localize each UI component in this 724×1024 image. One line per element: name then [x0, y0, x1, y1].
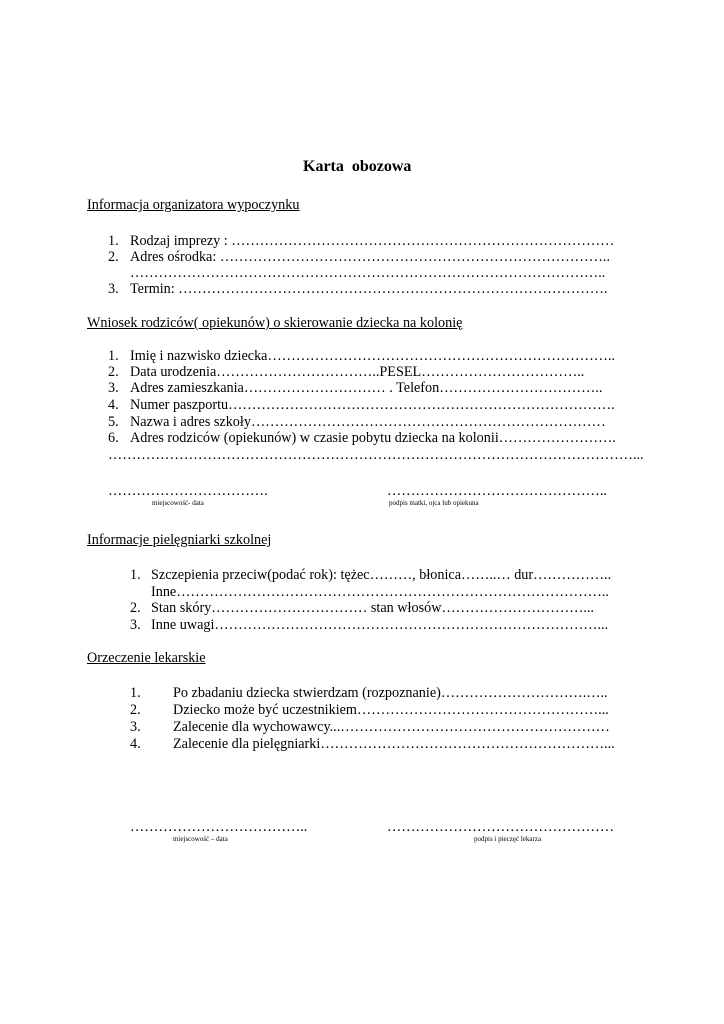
field-center-address-cont: ………………………………………………………………………………………..: [130, 265, 606, 281]
field-other-remarks: Inne uwagi………………………………………………………………………...: [151, 617, 609, 633]
field-diagnosis: Po zbadaniu dziecka stwierdzam (rozpoznanie)………………………….…..: [173, 685, 608, 701]
list-item-number: 2.: [130, 600, 141, 616]
field-skin-hair: Stan skóry…………………………… stan włosów…………………………...: [151, 600, 594, 616]
list-item-number: 5.: [108, 414, 119, 430]
list-item-number: 3.: [130, 719, 141, 735]
signature-label-place-date-doctor: miejscowość – data: [173, 835, 228, 843]
field-school: Nazwa i adres szkoły…………………………………………………………………: [130, 414, 606, 430]
page-title: Karta obozowa: [303, 158, 412, 175]
field-nurse-recommendation: Zalecenie dla pielęgniarki……………………………………………………...: [173, 736, 615, 752]
field-can-participate: Dziecko może być uczestnikiem……………………………………………...: [173, 702, 609, 718]
list-item-number: 1.: [130, 685, 141, 701]
list-item-number: 4.: [130, 736, 141, 752]
list-item-number: 3.: [108, 281, 119, 297]
field-birth-date-pesel: Data urodzenia……………………………..PESEL……………………………..: [130, 364, 585, 380]
list-item-number: 1.: [108, 348, 119, 364]
signature-line-parent: ………………………………………..: [387, 483, 607, 499]
list-item-number: 3.: [108, 380, 119, 396]
signature-label-doctor: podpis i pieczęć lekarza: [474, 835, 542, 843]
list-item-number: 3.: [130, 617, 141, 633]
signature-line-place-date: …………………………….: [108, 483, 268, 499]
field-child-name: Imię i nazwisko dziecka………………………………………………………………..: [130, 348, 616, 364]
signature-line-place-date-doctor: ………………………………..: [130, 819, 308, 835]
field-vaccinations: Szczepienia przeciw(podać rok): tężec………, błonica……..… dur……………..: [151, 567, 612, 583]
field-term: Termin: ……………………………………………………………………………….: [130, 281, 608, 297]
list-item-number: 1.: [130, 567, 141, 583]
list-item-number: 2.: [108, 249, 119, 265]
section-heading-nurse: Informacje pielęgniarki szkolnej: [87, 532, 272, 548]
field-parents-address-cont: …………………………………………………………………………………………………...: [108, 447, 644, 463]
list-item-number: 2.: [130, 702, 141, 718]
section-heading-parents: Wniosek rodziców( opiekunów) o skierowanie dziecka na kolonię: [87, 315, 463, 331]
field-vaccinations-other: Inne………………………………………………………………………………..: [151, 584, 609, 600]
list-item-number: 6.: [108, 430, 119, 446]
signature-label-place-date: miejscowość- data: [152, 499, 204, 507]
field-educator-recommendation: Zalecenie dla wychowawcy...…………………………………………………: [173, 719, 610, 735]
field-address-phone: Adres zamieszkania………………………… . Telefon……………………………..: [130, 380, 603, 396]
section-heading-medical: Orzeczenie lekarskie: [87, 650, 206, 666]
field-center-address: Adres ośrodka: ………………………………………………………………………..: [130, 249, 610, 265]
field-event-type: Rodzaj imprezy : ………………………………………………………………………: [130, 233, 615, 249]
field-passport-number: Numer paszportu……………………………………………………………………….: [130, 397, 615, 413]
list-item-number: 1.: [108, 233, 119, 249]
section-heading-organizer: Informacja organizatora wypoczynku: [87, 197, 300, 213]
signature-line-doctor: …………………………………………: [387, 819, 614, 835]
field-parents-address: Adres rodziców (opiekunów) w czasie pobytu dziecka na kolonii…………………….: [130, 430, 616, 446]
list-item-number: 2.: [108, 364, 119, 380]
list-item-number: 4.: [108, 397, 119, 413]
signature-label-parent: podpis matki, ojca lub opiekuna: [389, 499, 479, 507]
